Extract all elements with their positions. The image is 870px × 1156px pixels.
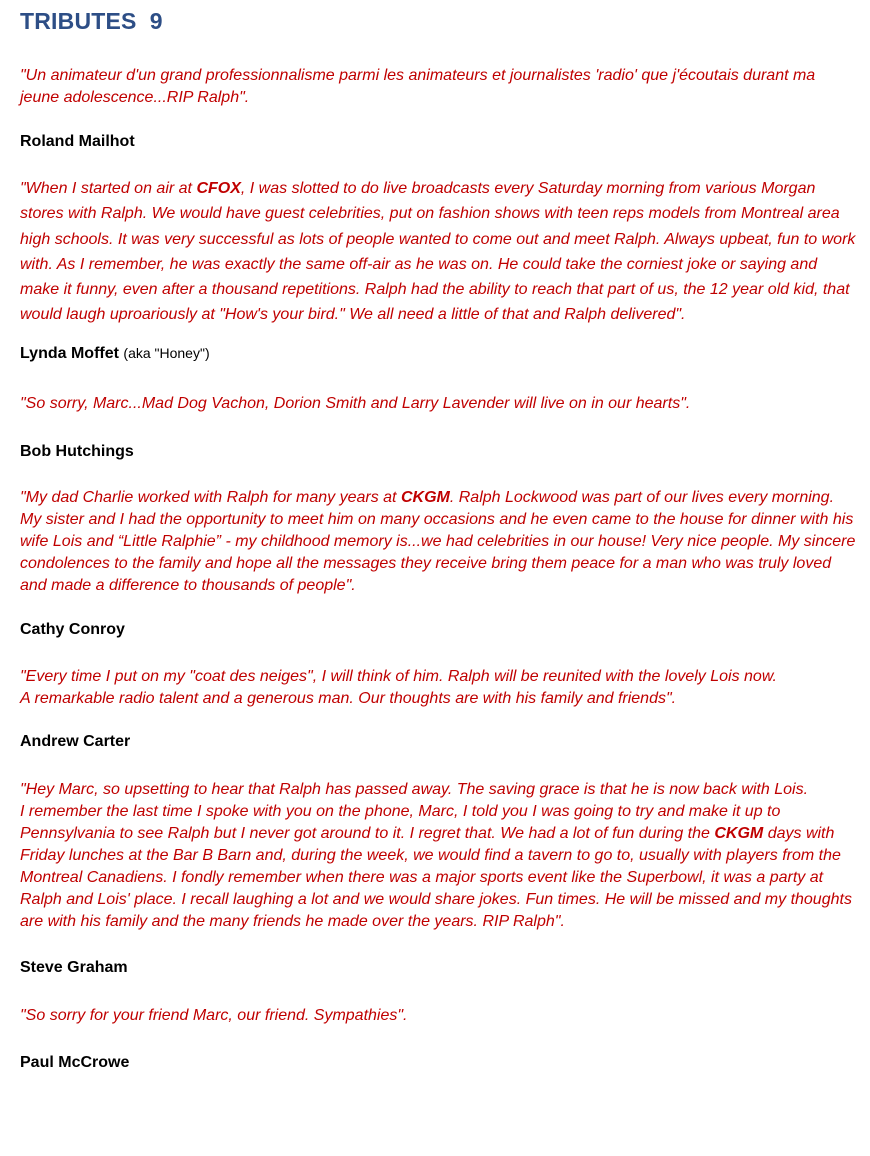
tribute-quote bbox=[20, 176, 856, 328]
quote-text: "My dad Charlie worked with Ralph for many years at bbox=[20, 488, 401, 506]
station-name-cfox: CFOX bbox=[196, 180, 241, 197]
quote-text: "When I started on air at bbox=[20, 180, 197, 197]
station-name-ckgm: CKGM bbox=[714, 824, 764, 842]
tribute-author: Cathy Conroy bbox=[20, 620, 125, 638]
tribute-author: Andrew Carter bbox=[20, 732, 131, 750]
quote-line: "Every time I put on my "coat des neiges", I will think of him. Ralph will be reunited with the lovely Lois now. bbox=[20, 667, 777, 685]
tribute-quote: "So sorry for your friend Marc, our friend. Sympathies". bbox=[20, 1006, 408, 1024]
quote-text: . Ralph Lockwood was part of our lives every morning. My sister and I had the opportunity to meet him on many occasions and he even came to the house for dinner with his wife Lois and “Little Ralphie” - my childhood memory is...we had celebrities in our house! Very nice people. My sincere condolences to the family and hope all the messages they receive bring them peace for a man who was truly loved and made a difference to thousands of people". bbox=[20, 488, 856, 594]
page-title: TRIBUTES 9 bbox=[20, 8, 163, 34]
tribute-author: Paul McCrowe bbox=[20, 1053, 130, 1071]
tribute-quote: "So sorry, Marc...Mad Dog Vachon, Dorion Smith and Larry Lavender will live on in our hearts". bbox=[20, 394, 691, 412]
quote-text: days with Friday lunches at the Bar B Barn and, during the week, we would find a tavern to go to, usually with players from the Montreal Canadiens. I fondly remember when there was a major sports event like the Superbowl, it was a party at Ralph and Lois' place. I recall laughing a lot and we would share jokes. Fun times. He will be missed and my thoughts are with his family and the many friends he made over the years. RIP Ralph". bbox=[20, 824, 852, 930]
tribute-quote bbox=[20, 487, 856, 597]
tribute-quote: "Un animateur d'un grand professionnalisme parmi les animateurs et journalistes 'radio' que j'écoutais durant ma jeune adolescence...RIP Ralph". bbox=[20, 67, 816, 106]
quote-line: "Hey Marc, so upsetting to hear that Ralph has passed away. The saving grace is that he is now back with Lois. bbox=[20, 780, 809, 798]
tribute-quote bbox=[20, 666, 856, 710]
tribute-author bbox=[20, 342, 856, 365]
author-nickname: (aka "Honey") bbox=[123, 344, 210, 361]
quote-line: A remarkable radio talent and a generous man. Our thoughts are with his family and friends". bbox=[20, 689, 677, 707]
tribute-quote bbox=[20, 779, 856, 933]
tribute-author: Bob Hutchings bbox=[20, 442, 134, 460]
tribute-author: Steve Graham bbox=[20, 958, 128, 976]
author-name: Lynda Moffet bbox=[20, 344, 119, 362]
quote-text: I remember the last time I spoke with you on the phone, Marc, I told you I was going to try and make it up to Pennsylvania to see Ralph but I never got around to it. I regret that. We had a lot of fun during the bbox=[20, 802, 781, 842]
quote-text: , I was slotted to do live broadcasts every Saturday morning from various Morgan stores with Ralph. We would have guest celebrities, put on fashion shows with teen reps models from Montreal area high schools. It was very successful as lots of people wanted to come out and meet Ralph. Always upbeat, fun to work with. As I remember, he was exactly the same off-air as he was on. He could take the corniest joke or saying and make it funny, even after a thousand repetitions. Ralph had the ability to reach that part of us, the 12 year old kid, that would laugh uproariously at "How's your bird." We all need a little of that and Ralph delivered". bbox=[20, 180, 856, 324]
station-name-ckgm: CKGM bbox=[400, 488, 450, 506]
tribute-author: Roland Mailhot bbox=[20, 133, 135, 150]
